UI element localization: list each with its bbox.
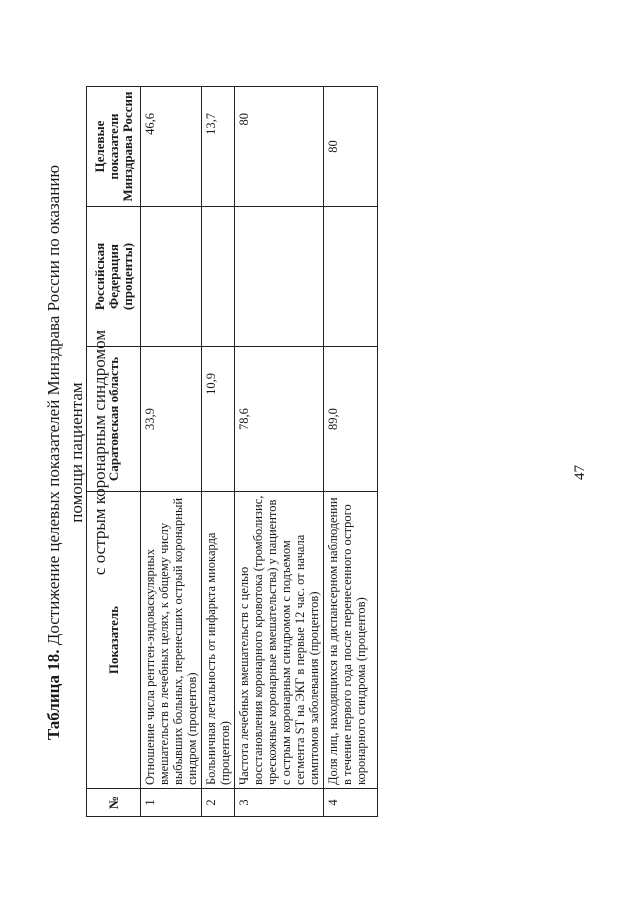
row-rf-value — [235, 207, 324, 347]
row-target-value: 46,6 — [141, 87, 202, 207]
table-row — [324, 87, 378, 817]
row-saratov-value: 33,9 — [141, 347, 202, 492]
table-row — [235, 87, 324, 817]
table-row — [202, 87, 235, 817]
indicators-table — [86, 86, 378, 817]
header-rf: Российская Федерация (проценты) — [87, 207, 141, 347]
header-indicator: Показатель — [87, 492, 141, 789]
row-rf-value — [324, 207, 378, 347]
row-rf-value — [141, 207, 202, 347]
header-number: № — [87, 789, 141, 817]
row-target-value: 80 — [324, 87, 378, 207]
page-number: 47 — [572, 465, 588, 480]
header-target: Целевые показатели Минздрава России — [87, 87, 141, 207]
row-saratov-value: 89,0 — [324, 347, 378, 492]
table-header-row — [87, 87, 141, 817]
header-saratov: Саратовская область — [87, 347, 141, 492]
table-row — [141, 87, 202, 817]
row-saratov-value: 10,9 — [202, 347, 235, 492]
row-indicator: Больничная летальность от инфаркта миокарда (процентов) — [202, 492, 235, 789]
row-number: 2 — [202, 789, 235, 817]
row-indicator: Отношение числа рентген-эндоваскулярных вмешательств в лечебных целях, к общему числу выбывших больных, перенесших острый коронарный синдром (процентов) — [141, 492, 202, 789]
table-title-line1: Достижение целевых показателей Минздрава России по оказанию помощи пациентам — [44, 164, 86, 646]
row-target-value: 13,7 — [202, 87, 235, 207]
row-indicator: Частота лечебных вмешательств с целью восстановления коронарного кровотока (тромболизис, чрескожные коронарные вмешательства) у пациентов с острым коронарным синдромом с подъемом сегмента ST на ЭКГ в первые 12 час. от начала симптомов заболевания (процентов) — [235, 492, 324, 789]
row-rf-value — [202, 207, 235, 347]
row-number: 1 — [141, 789, 202, 817]
row-saratov-value: 78,6 — [235, 347, 324, 492]
table-title-prefix: Таблица 18. — [44, 649, 63, 741]
row-target-value: 80 — [235, 87, 324, 207]
row-indicator: Доля лиц, находящихся на диспансерном наблюдении в течение первого года после перенесенного острого коронарного синдрома (процентов) — [324, 492, 378, 789]
row-number: 3 — [235, 789, 324, 817]
row-number: 4 — [324, 789, 378, 817]
table-title-line2: с острым коронарным синдромом — [90, 329, 109, 576]
